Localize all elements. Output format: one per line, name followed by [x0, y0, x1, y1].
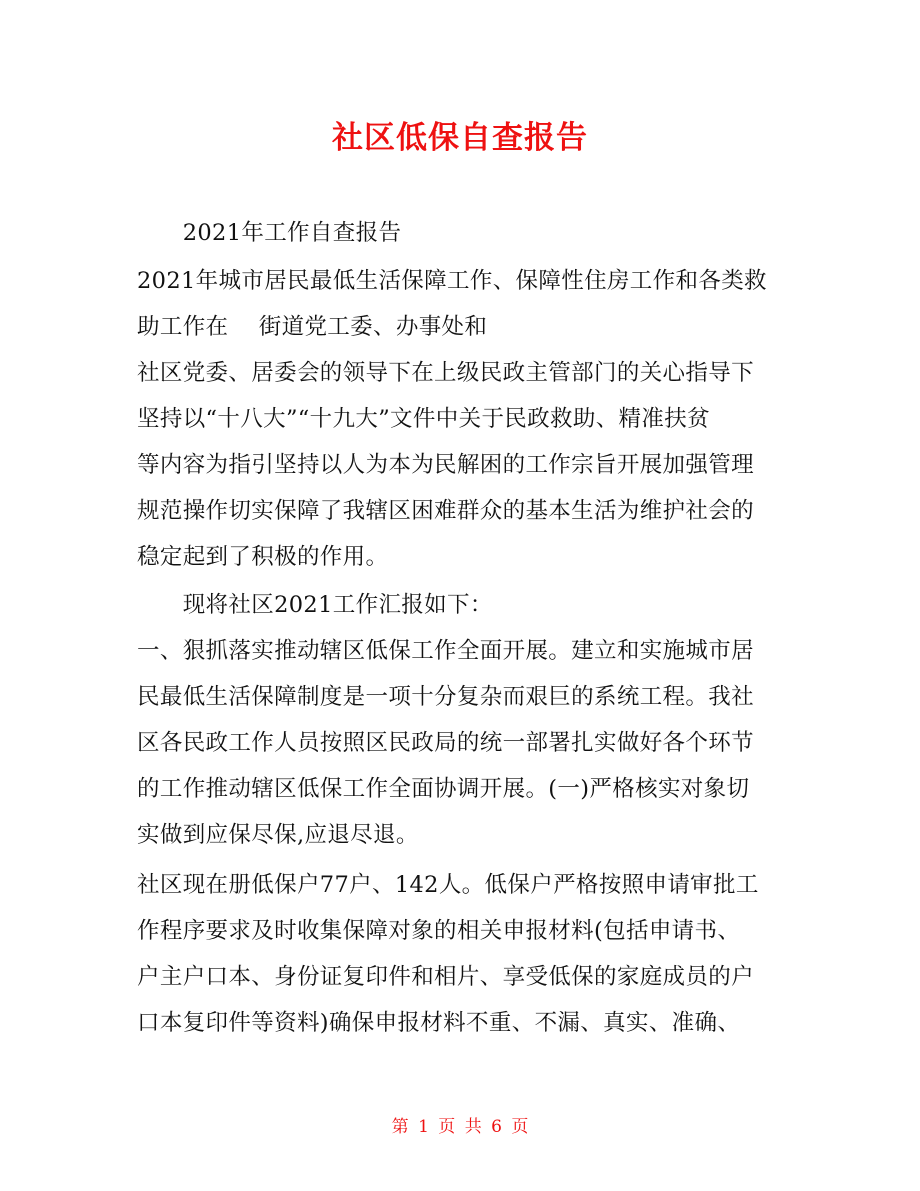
document-title: 社区低保自查报告 — [332, 120, 588, 156]
paragraph-line: 社区现在册低保户77户、142人。低保户严格按照申请审批工 — [137, 872, 759, 898]
paragraph-line: 一、狠抓落实推动辖区低保工作全面开展。建立和实施城市居 — [137, 638, 754, 664]
paragraph-line: 等内容为指引坚持以人为本为民解困的工作宗旨开展加强管理 — [137, 452, 754, 478]
paragraph-line: 现将社区2021工作汇报如下： — [137, 592, 493, 618]
paragraph-line: 助工作在 街道党工委、办事处和 — [137, 314, 488, 340]
paragraph-line: 坚持以“十八大”“十九大”文件中关于民政救助、精准扶贫 — [137, 406, 710, 432]
page-number-footer: 第 1 页 共 6 页 — [391, 1117, 529, 1137]
paragraph-line: 口本复印件等资料)确保申报材料不重、不漏、真实、准确、 — [137, 1010, 741, 1036]
paragraph-line: 作程序要求及时收集保障对象的相关申报材料(包括申请书、 — [137, 918, 741, 944]
paragraph-line: 区各民政工作人员按照区民政局的统一部署扎实做好各个环节 — [137, 730, 754, 756]
paragraph-line: 户主户口本、身份证复印件和相片、享受低保的家庭成员的户 — [137, 964, 754, 990]
paragraph-line: 规范操作切实保障了我辖区困难群众的基本生活为维护社会的 — [137, 498, 754, 524]
paragraph-line: 实做到应保尽保,应退尽退。 — [137, 822, 419, 848]
paragraph-line: 民最低生活保障制度是一项十分复杂而艰巨的系统工程。我社 — [137, 684, 754, 710]
paragraph-line: 2021年城市居民最低生活保障工作、保障性住房工作和各类救 — [137, 268, 767, 294]
paragraph-line: 的工作推动辖区低保工作全面协调开展。(一)严格核实对象切 — [137, 776, 750, 802]
paragraph-line: 社区党委、居委会的领导下在上级民政主管部门的关心指导下 — [137, 360, 754, 386]
paragraph-line: 稳定起到了积极的作用。 — [137, 544, 389, 570]
paragraph-line: 2021年工作自查报告 — [137, 220, 402, 246]
